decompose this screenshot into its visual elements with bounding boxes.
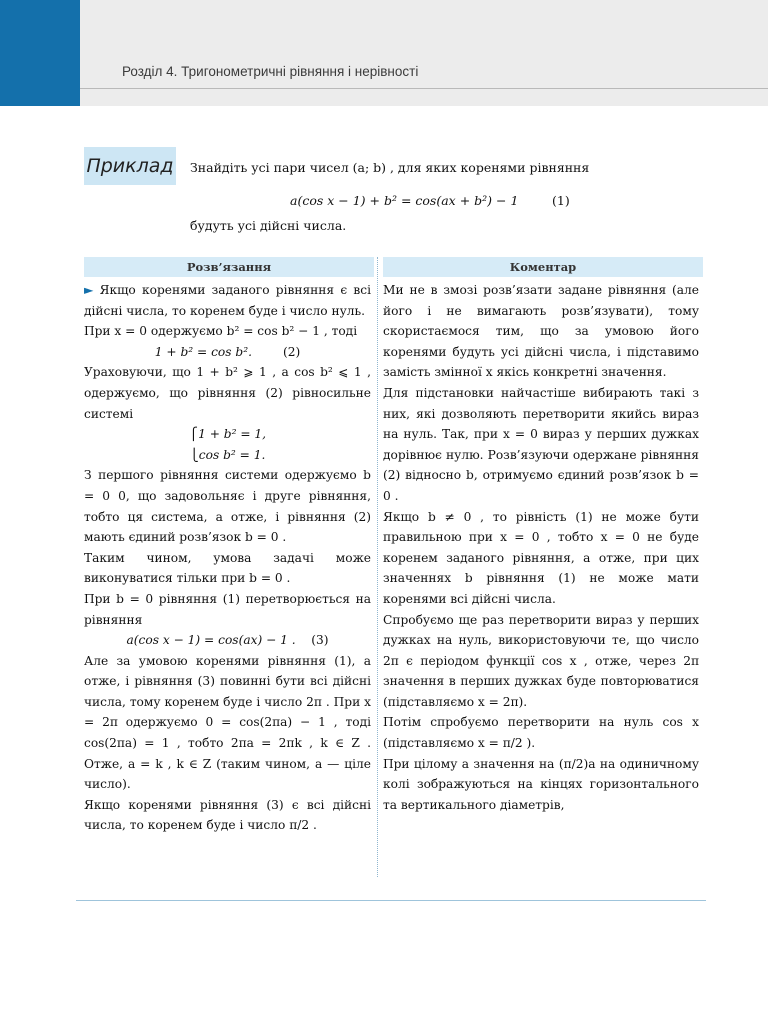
main-equation-number: (1) [552,193,570,208]
equation-2-body: 1 + b² = cos b². [154,344,252,359]
solution-paragraph: Але за умовою коренями рівняння (1), а отже, і рівняння (3) повинні бути всі дійсні числа, тому коренем буде і число 2π . При x = 2π одержуємо 0 = cos(2πa) − 1 , тоді cos(2πa) = 1 , тобто 2πa = 2πk , k ∈ Z . Отже, a = k , k ∈ Z (таким чином, a — ціле число). [84,653,371,792]
equation-3-body: a(cos x − 1) = cos(ax) − 1 . [126,633,296,648]
header-divider [80,88,768,89]
system-eq-2: cos b² = 1. [198,447,266,462]
chapter-title: Розділ 4. Тригонометричні рівняння і нерівності [122,64,419,79]
task-statement-end: будуть усі дійсні числа. [190,218,347,233]
bottom-rule [76,900,706,901]
commentary-paragraph: Потім спробуємо перетворити на нуль cos x (підставляємо x = π/2 ). [383,715,699,751]
header-accent-bar [0,0,80,106]
task-statement: Знайдіть усі пари чисел (a; b) , для яких коренями рівняння [190,160,590,175]
solution-paragraph: При b = 0 рівняння (1) перетворюється на рівняння [84,591,371,627]
system-eq-1: 1 + b² = 1, [198,427,267,442]
commentary-paragraph: Якщо b ≠ 0 , то рівність (1) не може бути правильною при x = 0 , тобто x = 0 не буде коренем заданого рівняння, а отже, при цих значеннях b рівняння (1) не може мати коренями всі дійсні числа. [383,509,699,606]
commentary-paragraph: Для підстановки найчастіше вибирають такі з них, які дозволяють перетворити якийсь вираз на нуль. Так, при x = 0 вираз у перших дужках дорівнює нулю. Розв’язуючи одержане рівняння (2) відносно b, отримуємо єдиний розв’язок b = 0 . [383,385,699,503]
commentary-paragraph: Ми не в змозі розв’язати задане рівняння (але його і не вимагають розв’язувати), тому скористаємося тим, що за умовою його коренями будуть усі дійсні числа, і підставимо замість змінної x якісь конкретні значення. [383,283,699,380]
main-equation: a(cos x − 1) + b² = cos(ax + b²) − 1 [290,193,519,208]
solution-column-header: Розв’язання [84,257,374,277]
commentary-column-header: Коментар [383,257,703,277]
commentary-paragraph: Спробуємо ще раз перетворити вираз у перших дужках на нуль, використовуючи те, що число 2π є періодом функції cos x , отже, через 2π значення в перших дужках буде повторюватися (підставляємо x = 2π). [383,612,699,709]
solution-column [84,280,371,836]
solution-paragraph: Якщо коренями рівняння (3) є всі дійсні числа, то коренем буде і число π/2 . [84,797,371,833]
solution-text: Якщо коренями заданого рівняння є всі дійсні числа, то коренем буде і число нуль. [84,283,372,318]
header-band [0,0,768,106]
column-divider [377,257,378,877]
solution-paragraph: З першого рівняння системи одержуємо b = 0 0, що задовольняє і друге рівняння, тобто ця система, а отже, і рівняння (2) мають єдиний розв’язок b = 0 . [84,468,371,545]
bullet-triangle-icon: ► [84,283,94,297]
solution-paragraph: Таким чином, умова задачі може виконуватися тільки при b = 0 . [84,550,371,586]
system-line-2: ⎩cos b² = 1. [189,447,266,462]
solution-paragraph: Ураховуючи, що 1 + b² ⩾ 1 , а cos b² ⩽ 1 , одержуємо, що рівняння (2) рівносильне системі [84,365,371,421]
equation-3-number: (3) [311,633,329,648]
system-line-1: ⎧1 + b² = 1, [188,427,267,442]
example-badge: Приклад [84,147,176,185]
solution-paragraph: При x = 0 одержуємо b² = cos b² − 1 , тоді [84,324,358,339]
equation-2 [84,342,371,363]
commentary-paragraph: При цілому a значення на (π/2)a на одиничному колі зображуються на кінцях горизонтального та вертикального діаметрів, [383,756,699,812]
equation-3 [84,630,371,651]
solution-paragraph [84,280,371,321]
commentary-column [383,280,699,815]
equation-2-number: (2) [282,344,301,359]
